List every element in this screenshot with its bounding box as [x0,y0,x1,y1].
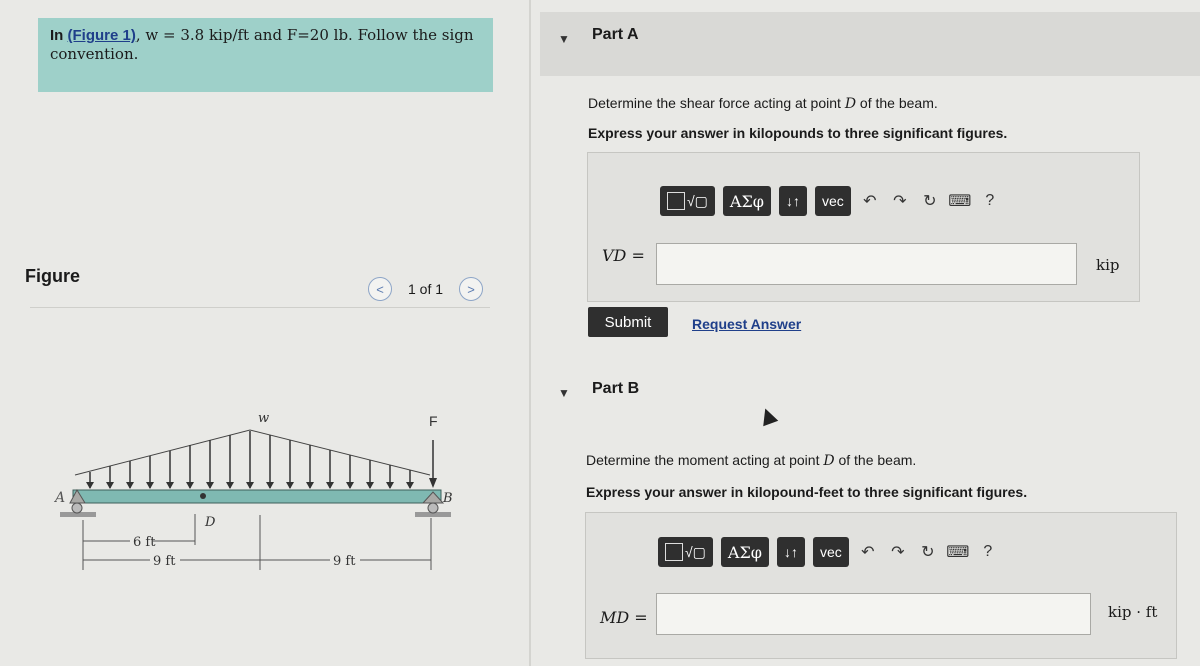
w-label: w [258,411,270,426]
figure-page-count: 1 of 1 [408,281,444,297]
next-figure-button[interactable]: > [459,277,483,301]
pin-a [72,503,82,513]
d-label: D [205,515,216,530]
vd-input[interactable] [656,243,1077,285]
redo-icon[interactable]: ↷ [893,193,907,210]
roller-b [428,503,438,513]
prev-figure-button[interactable]: < [368,277,392,301]
part-b-title: Part B [592,380,640,397]
part-b-question-post: of the beam. [834,452,917,468]
vector-button[interactable]: vec [815,186,851,216]
f-arrowhead [429,478,437,488]
part-a-question [588,95,938,112]
symbols-button[interactable]: ΑΣφ [723,186,771,216]
dim-9ft-left: 9 ft [153,554,176,569]
part-b-answer-box [585,512,1177,659]
submit-button[interactable]: Submit [588,307,668,337]
problem-statement [50,26,480,64]
part-b-question-pre: Determine the moment acting at point [586,452,824,468]
dim-9ft-right: 9 ft [333,554,356,569]
part-a-question-pre: Determine the shear force acting at point [588,95,845,111]
request-answer-link[interactable]: Request Answer [692,316,802,332]
f-label: F [429,413,438,429]
point-d-marker [200,493,206,499]
part-a-title: Part A [592,26,639,43]
help-icon-b[interactable]: ? [983,543,993,560]
problem-given: , w = 3.8 kip/ft and F=20 lb. Follow the sign convention. [50,26,474,63]
part-b-toolbar [658,537,999,567]
undo-icon-b[interactable]: ↶ [861,544,875,561]
md-label: MD = [600,608,648,627]
part-a-instruction: Express your answer in kilopounds to three significant figures. [588,125,1008,141]
part-b-question [586,452,916,469]
panel-divider [529,0,531,666]
undo-icon[interactable]: ↶ [863,193,877,210]
collapse-part-a-icon[interactable]: ▼ [558,32,570,46]
help-icon[interactable]: ? [985,192,995,209]
part-b-header[interactable] [540,366,1200,430]
reset-icon-b[interactable]: ↻ [921,544,935,561]
b-label: B [443,491,453,506]
subscript-button-b[interactable]: ↓↑ [777,537,805,567]
beam-diagram [45,400,465,575]
figure-pager [368,277,483,301]
dim-6ft: 6 ft [133,535,156,550]
keyboard-icon[interactable]: ⌨ [948,193,972,210]
collapse-part-b-icon[interactable]: ▼ [558,386,570,400]
reset-icon[interactable]: ↻ [923,193,937,210]
subscript-button[interactable]: ↓↑ [779,186,807,216]
figure-divider [30,307,490,308]
figure-title: Figure [25,266,81,286]
part-b-question-var: D [823,453,835,469]
problem-statement-box [38,18,493,92]
part-b-unit: kip · ft [1108,603,1158,621]
template-button-b[interactable]: √▢ [658,537,713,567]
problem-intro: In [50,27,64,44]
a-label: A [55,490,66,506]
vd-label: VD = [602,246,645,265]
part-a-toolbar [660,186,1001,216]
part-a-question-post: of the beam. [856,95,938,111]
symbols-button-b[interactable]: ΑΣφ [721,537,769,567]
load-arrowheads [86,482,414,489]
part-a-unit: kip [1096,256,1120,274]
part-b-instruction: Express your answer in kilopound-feet to three significant figures. [586,484,1028,500]
part-a-question-var: D [844,96,857,112]
beam [73,490,441,503]
template-button[interactable]: √▢ [660,186,715,216]
figure-link[interactable]: (Figure 1) [67,27,136,44]
part-a-header[interactable] [540,12,1200,76]
vector-button-b[interactable]: vec [813,537,849,567]
load-arrows [90,431,410,488]
md-input[interactable] [656,593,1091,635]
redo-icon-b[interactable]: ↷ [891,544,905,561]
load-profile [75,430,430,475]
keyboard-icon-b[interactable]: ⌨ [946,544,970,561]
